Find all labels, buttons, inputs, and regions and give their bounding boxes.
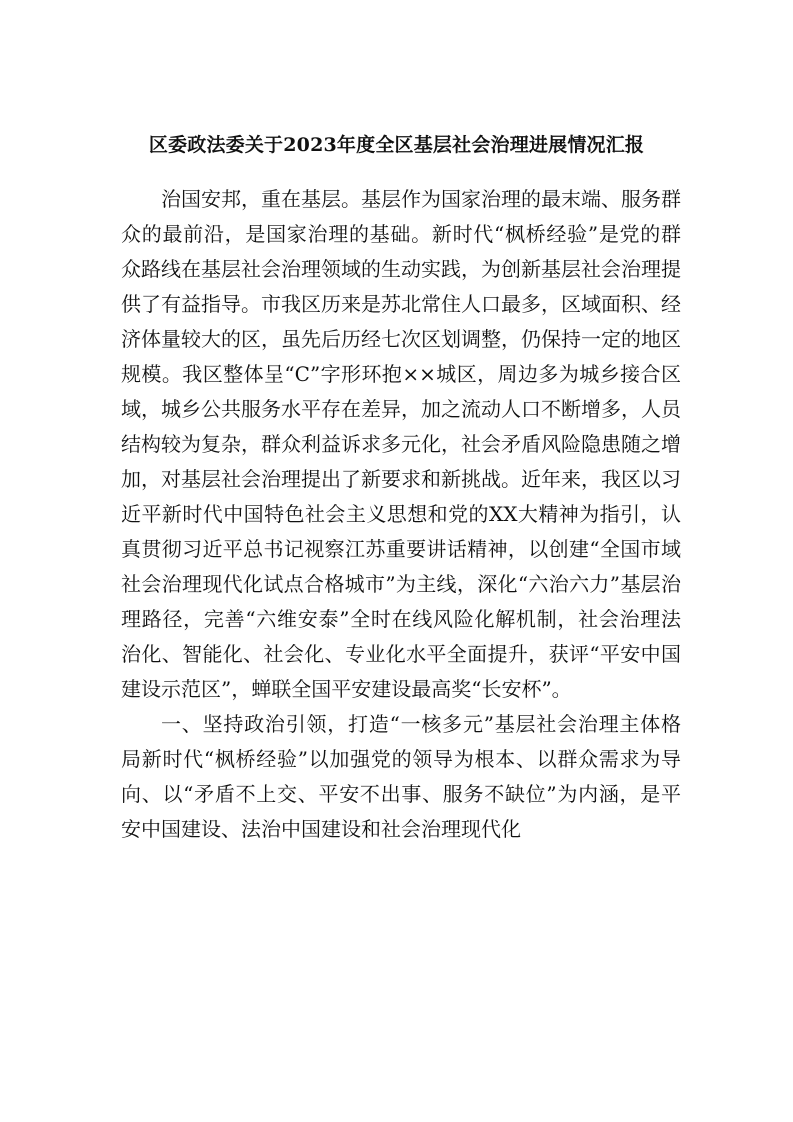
document-body xyxy=(121,182,681,847)
document-title: 区委政法委关于2023年度全区基层社会治理进展情况汇报 xyxy=(148,134,645,156)
paragraph-section-one: 一、坚持政治引领，打造“一核多元”基层社会治理主体格局新时代“枫桥经验”以加强党的领导为根本、以群众需求为导向、以“矛盾不上交、平安不出事、服务不缺位”为内涵，是平安中国建设、法治中国建设和社会治理现代化 xyxy=(121,712,681,841)
paragraph-intro: 治国安邦，重在基层。基层作为国家治理的最末端、服务群众的最前沿，是国家治理的基础。新时代“枫桥经验”是党的群众路线在基层社会治理领域的生动实践，为创新基层社会治理提供了有益指导。市我区历来是苏北常住人口最多，区域面积、经济体量较大的区，虽先后历经七次区划调整，仍保持一定的地区规模。我区整体呈“C”字形环抱××城区，周边多为城乡接合区域，城乡公共服务水平存在差异，加之流动人口不断增多，人员结构较为复杂，群众利益诉求多元化，社会矛盾风险隐患随之增加，对基层社会治理提出了新要求和新挑战。近年来，我区以习近平新时代中国特色社会主义思想和党的XX大精神为指引，认真贯彻习近平总书记视察江苏重要讲话精神，以创建“全国市域社会治理现代化试点合格城市”为主线，深化“六治六力”基层治理路径，完善“六维安泰”全时在线风险化解机制，社会治理法治化、智能化、社会化、专业化水平全面提升，获评“平安中国建设示范区”，蝉联全国平安建设最高奖“长安杯”。 xyxy=(121,187,681,701)
